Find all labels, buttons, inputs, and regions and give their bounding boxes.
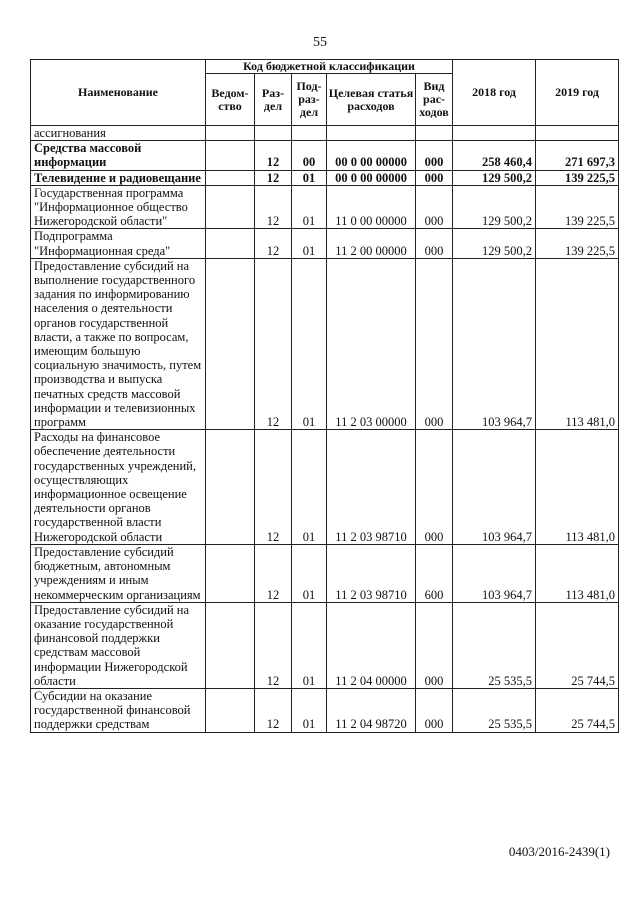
row-podrazdel: 01 <box>292 430 327 545</box>
row-podrazdel: 01 <box>292 185 327 229</box>
row-name: Средства массовой информации <box>31 141 206 170</box>
header-classification-group: Код бюджетной классификации <box>206 60 453 74</box>
row-amount-2019 <box>536 126 619 141</box>
row-amount-2018: 258 460,4 <box>453 141 536 170</box>
row-amount-2018: 129 500,2 <box>453 170 536 185</box>
row-name: Телевидение и радиовещание <box>31 170 206 185</box>
row-amount-2018: 103 964,7 <box>453 258 536 429</box>
header-vedomstvo: Ведом-ство <box>206 74 255 126</box>
table-row <box>31 126 619 141</box>
row-razdel: 12 <box>255 688 292 732</box>
row-amount-2019: 139 225,5 <box>536 229 619 258</box>
row-vedomstvo <box>206 126 255 141</box>
header-razdel: Раз-дел <box>255 74 292 126</box>
row-name: Подпрограмма "Информационная среда" <box>31 229 206 258</box>
row-razdel: 12 <box>255 170 292 185</box>
row-celevaya-statya: 00 0 00 00000 <box>327 170 416 185</box>
row-amount-2018: 103 964,7 <box>453 544 536 602</box>
row-razdel: 12 <box>255 258 292 429</box>
header-celevaya-statya: Целевая статья расходов <box>327 74 416 126</box>
row-vid-rashodov: 600 <box>416 544 453 602</box>
row-amount-2019: 113 481,0 <box>536 258 619 429</box>
row-name: Предоставление субсидий бюджетным, автономным учреждениям и иным некоммерческим организациям <box>31 544 206 602</box>
row-vid-rashodov: 000 <box>416 170 453 185</box>
table-row <box>31 258 619 429</box>
row-name: ассигнования <box>31 126 206 141</box>
row-razdel: 12 <box>255 602 292 688</box>
row-vedomstvo <box>206 229 255 258</box>
row-name: Субсидии на оказание государственной финансовой поддержки средствам <box>31 688 206 732</box>
row-vedomstvo <box>206 544 255 602</box>
table-row <box>31 544 619 602</box>
row-razdel: 12 <box>255 229 292 258</box>
row-celevaya-statya: 11 2 03 00000 <box>327 258 416 429</box>
row-amount-2019: 139 225,5 <box>536 185 619 229</box>
row-celevaya-statya: 11 0 00 00000 <box>327 185 416 229</box>
row-celevaya-statya <box>327 126 416 141</box>
row-vedomstvo <box>206 258 255 429</box>
row-celevaya-statya: 11 2 04 98720 <box>327 688 416 732</box>
row-vid-rashodov: 000 <box>416 185 453 229</box>
row-amount-2018: 25 535,5 <box>453 602 536 688</box>
table-row <box>31 141 619 170</box>
row-podrazdel <box>292 126 327 141</box>
table-row <box>31 688 619 732</box>
row-razdel: 12 <box>255 430 292 545</box>
row-vid-rashodov <box>416 126 453 141</box>
row-razdel: 12 <box>255 141 292 170</box>
table-row <box>31 185 619 229</box>
row-vid-rashodov: 000 <box>416 602 453 688</box>
budget-table <box>30 59 619 733</box>
row-amount-2018: 129 500,2 <box>453 229 536 258</box>
row-vid-rashodov: 000 <box>416 141 453 170</box>
row-vedomstvo <box>206 185 255 229</box>
row-vedomstvo <box>206 688 255 732</box>
row-celevaya-statya: 11 2 00 00000 <box>327 229 416 258</box>
row-razdel <box>255 126 292 141</box>
row-podrazdel: 01 <box>292 258 327 429</box>
row-podrazdel: 00 <box>292 141 327 170</box>
row-podrazdel: 01 <box>292 544 327 602</box>
page-number: 55 <box>313 35 327 50</box>
row-amount-2019: 25 744,5 <box>536 688 619 732</box>
header-2018: 2018 год <box>453 60 536 126</box>
row-podrazdel: 01 <box>292 170 327 185</box>
header-podrazdel: Под-раз-дел <box>292 74 327 126</box>
row-vid-rashodov: 000 <box>416 258 453 429</box>
row-name: Государственная программа "Информационное общество Нижегородской области" <box>31 185 206 229</box>
row-vedomstvo <box>206 602 255 688</box>
row-vid-rashodov: 000 <box>416 688 453 732</box>
table-row <box>31 430 619 545</box>
row-amount-2018 <box>453 126 536 141</box>
row-vid-rashodov: 000 <box>416 430 453 545</box>
row-vedomstvo <box>206 141 255 170</box>
row-vedomstvo <box>206 170 255 185</box>
table-row <box>31 170 619 185</box>
row-vedomstvo <box>206 430 255 545</box>
row-name: Расходы на финансовое обеспечение деятельности государственных учреждений, осуществляющих информационное освещение деятельности органов государственной власти Нижегородской области <box>31 430 206 545</box>
row-podrazdel: 01 <box>292 229 327 258</box>
row-amount-2019: 113 481,0 <box>536 430 619 545</box>
row-amount-2018: 25 535,5 <box>453 688 536 732</box>
document-code: 0403/2016-2439(1) <box>508 844 610 859</box>
row-vid-rashodov: 000 <box>416 229 453 258</box>
row-razdel: 12 <box>255 185 292 229</box>
row-celevaya-statya: 11 2 04 00000 <box>327 602 416 688</box>
row-amount-2019: 113 481,0 <box>536 544 619 602</box>
row-amount-2018: 103 964,7 <box>453 430 536 545</box>
row-podrazdel: 01 <box>292 602 327 688</box>
row-name: Предоставление субсидий на оказание государственной финансовой поддержки средствам массовой информации Нижегородской области <box>31 602 206 688</box>
header-2019: 2019 год <box>536 60 619 126</box>
row-amount-2019: 271 697,3 <box>536 141 619 170</box>
row-amount-2019: 25 744,5 <box>536 602 619 688</box>
table-row <box>31 229 619 258</box>
header-vid-rashodov: Вид рас-ходов <box>416 74 453 126</box>
row-name: Предоставление субсидий на выполнение государственного задания по информированию населения о деятельности органов государственной власти, а также по вопросам, имеющим большую социальную значимость, путем производства и выпуска печатных средств массовой информации и телевизионных программ <box>31 258 206 429</box>
table-row <box>31 602 619 688</box>
row-celevaya-statya: 11 2 03 98710 <box>327 544 416 602</box>
row-podrazdel: 01 <box>292 688 327 732</box>
row-celevaya-statya: 11 2 03 98710 <box>327 430 416 545</box>
row-razdel: 12 <box>255 544 292 602</box>
row-amount-2019: 139 225,5 <box>536 170 619 185</box>
row-celevaya-statya: 00 0 00 00000 <box>327 141 416 170</box>
row-amount-2018: 129 500,2 <box>453 185 536 229</box>
header-name: Наименование <box>31 60 206 126</box>
